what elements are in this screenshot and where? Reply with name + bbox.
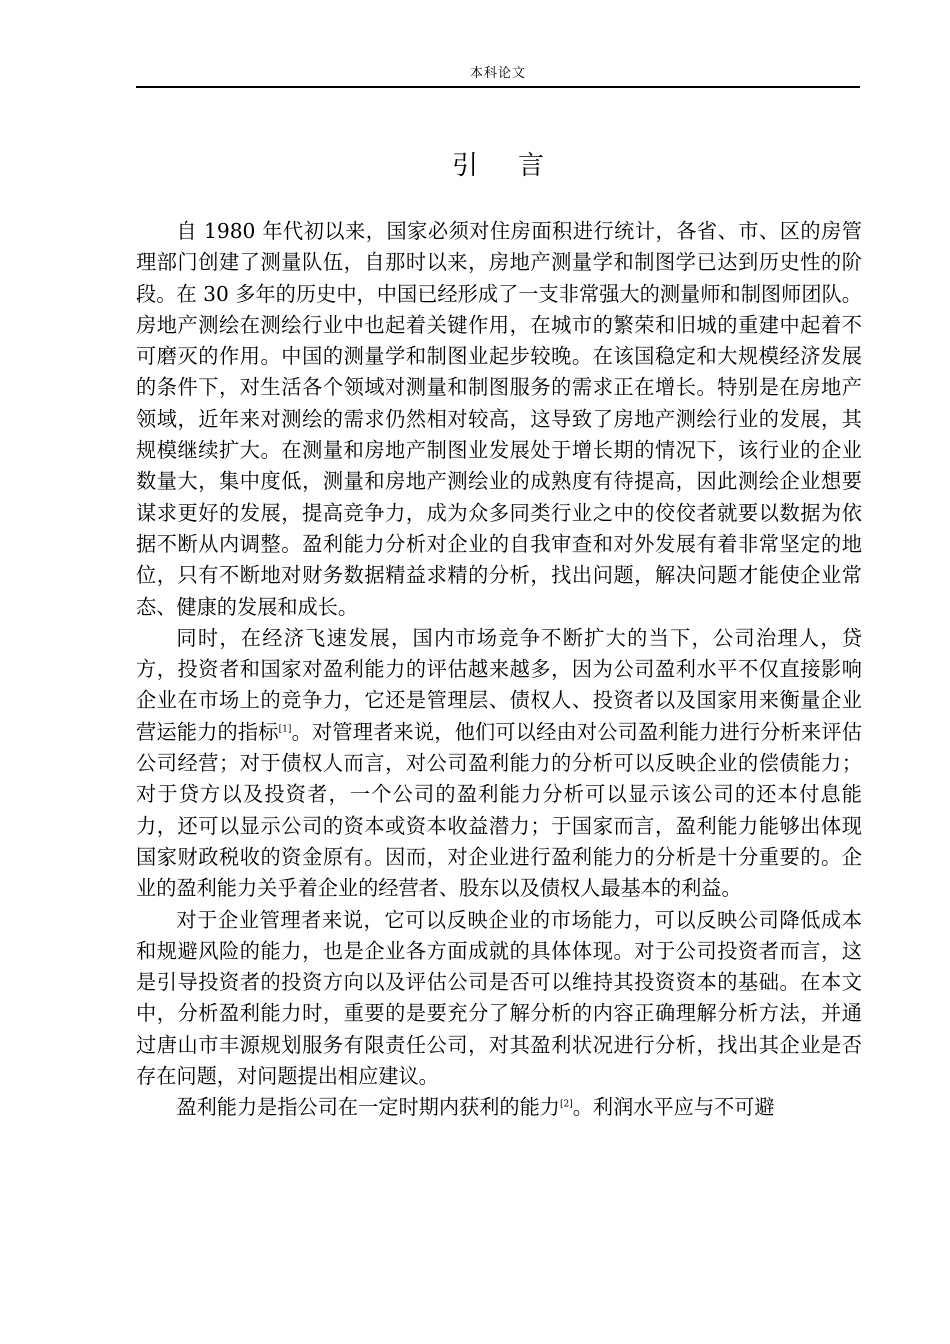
header-rule xyxy=(136,86,860,88)
body-text xyxy=(136,216,862,1124)
paragraph-2-text-after: 。对管理者来说，他们可以经由对公司盈利能力进行分析来评估公司经营；对于债权人而言，对公司盈利能力的分析可以反映企业的偿债能力；对于贷方以及投资者，一个公司的盈利能力分析可以显示该公司的还本付息能力，还可以显示公司的资本或资本收益潜力；于国家而言，盈利能力能够出体现国家财政税收的资金原有。因而，对企业进行盈利能力的分析是十分重要的。企业的盈利能力关乎着企业的经营者、股东以及债权人最基本的利益。 xyxy=(136,719,862,901)
citation-1: [1] xyxy=(278,724,292,735)
paragraph-2 xyxy=(136,623,862,905)
paragraph-2-text-before: 同时，在经济飞速发展，国内市场竞争不断扩大的当下，公司治理人，贷方，投资者和国家对盈利能力的评估越来越多，因为公司盈利水平不仅直接影响企业在市场上的竞争力，它还是管理层、债权人、投资者以及国家用来衡量企业营运能力的指标 xyxy=(136,625,862,744)
paragraph-4-text-after: 。利润水平应与不可避 xyxy=(572,1095,775,1120)
paragraph-3: 对于企业管理者来说，它可以反映企业的市场能力，可以反映公司降低成本和规避风险的能力，也是企业各方面成就的具体体现。对于公司投资者而言，这是引导投资者的投资方向以及评估公司是否可以维持其投资资本的基础。在本文中，分析盈利能力时，重要的是要充分了解分析的内容正确理解分析方法，并通过唐山市丰源规划服务有限责任公司，对其盈利状况进行分析，找出其企业是否存在问题，对问题提出相应建议。 xyxy=(136,907,862,1089)
citation-2: [2] xyxy=(559,1099,573,1110)
paragraph-4-text-before: 盈利能力是指公司在一定时期内获利的能力 xyxy=(176,1095,560,1120)
running-header: 本科论文 xyxy=(469,66,526,81)
paragraph-4 xyxy=(136,1092,862,1123)
section-title: 引言 xyxy=(451,151,584,181)
paragraph-1: 自 1980 年代初以来，国家必须对住房面积进行统计，各省、市、区的房管理部门创建了测量队伍，自那时以来，房地产测量学和制图学已达到历史性的阶段。在 30 多年的历史中，中国已经形成了一支非常强大的测量师和制图师团队。房地产测绘在测绘行业中也起着关键作用，在城市的繁荣和旧城的重建中起着不可磨灭的作用。中国的测量学和制图业起步较晚。在该国稳定和大规模经济发展的条件下，对生活各个领域对测量和制图服务的需求正在增长。特别是在房地产领域，近年来对测绘的需求仍然相对较高，这导致了房地产测绘行业的发展，其规模继续扩大。在测量和房地产制图业发展处于增长期的情况下，该行业的企业数量大，集中度低，测量和房地产测绘业的成熟度有待提高，因此测绘企业想要谋求更好的发展，提高竞争力，成为众多同类行业之中的佼佼者就要以数据为依据不断从内调整。盈利能力分析对企业的自我审查和对外发展有着非常坚定的地位，只有不断地对财务数据精益求精的分析，找出问题，解决问题才能使企业常态、健康的发展和成长。 xyxy=(136,219,862,619)
